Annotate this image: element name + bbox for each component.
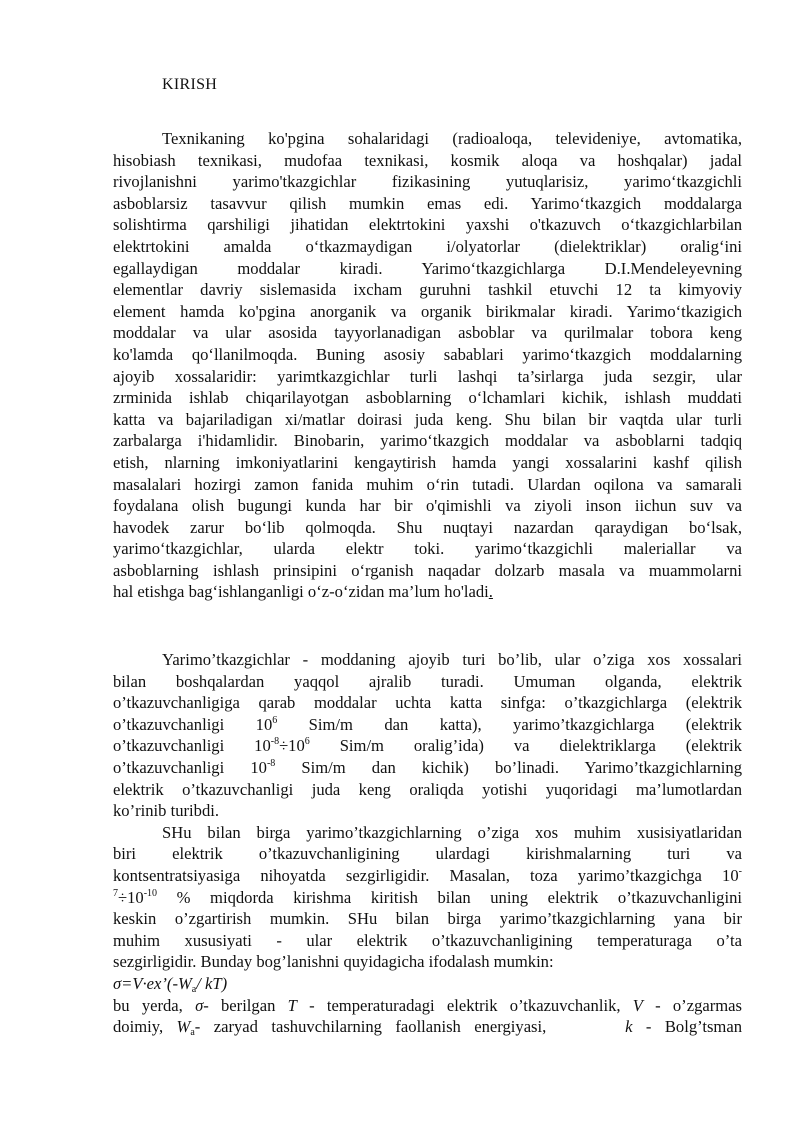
text-span: Sim/m dan katta), yarimo’tkazgichlarga (elektrik bbox=[308, 714, 742, 734]
text-span: - zaryad tashuvchilarning faollanish energiyasi, bbox=[194, 1017, 547, 1037]
text-line: sezgirligidir. Bunday bog’lanishni quyidagicha ifodalash mumkin: bbox=[113, 952, 554, 972]
text-line: Texnikaning ko'pgina sohalaridagi (radioaloqa, televideniye, avtomatika, bbox=[162, 129, 742, 148]
text-span: % miqdorda kirishma kiritish bilan uning elektrik o’tkazuvchanligini bbox=[176, 887, 742, 907]
superscript: -10 bbox=[143, 887, 158, 899]
text-span: o’tkazuvchanligi bbox=[113, 736, 225, 756]
text-line: muhim xususiyati - ular elektrik o’tkazuvchanligining temperaturaga o’ta bbox=[113, 930, 742, 950]
formula bbox=[113, 973, 742, 995]
text-span: Sim/m oralig’ida) va dielektriklarga (elektrik bbox=[339, 736, 742, 756]
superscript: 6 bbox=[304, 736, 310, 748]
text-span: - Bolg’tsman bbox=[645, 1017, 742, 1037]
text-line: elektrtokini amalda o‘tkazmaydigan i/olyatorlar (dielektriklar) oralig‘ini bbox=[113, 236, 742, 256]
superscript: -8 bbox=[270, 736, 280, 748]
text-line: rivojlanishni yarimo'tkazgichlar fizikasining yutuqlarisiz, yarimo‘tkazgichli bbox=[113, 172, 742, 192]
text-span: o’tkazuvchanligi bbox=[113, 714, 225, 734]
text-line bbox=[113, 1016, 742, 1038]
symbol: V bbox=[632, 995, 643, 1015]
text-line bbox=[113, 865, 742, 887]
text-line: ko'lamda qo‘llanilmoqda. Buning asosiy sabablari yarimo‘tkazgich moddalarning bbox=[113, 344, 742, 364]
subscript: a bbox=[190, 1027, 195, 1039]
text-line-last bbox=[113, 581, 742, 603]
superscript: 7 bbox=[113, 887, 118, 899]
paragraph-intro bbox=[113, 128, 742, 603]
text-span: doimiy, bbox=[113, 1017, 164, 1037]
text-line bbox=[113, 995, 742, 1017]
formula-text: / kT) bbox=[196, 973, 228, 993]
text-span: - berilgan bbox=[203, 995, 276, 1015]
text-line: keskin o’zgartirish mumkin. SHu bilan birga yarimo’tkazgichlarning yana bir bbox=[113, 909, 742, 929]
text-span: 10 bbox=[255, 714, 273, 734]
text-span: ÷10 bbox=[118, 887, 144, 907]
paragraph-semiconductors bbox=[113, 649, 742, 1038]
text-line bbox=[113, 887, 742, 909]
text-line: zrminida ishlab chiqarilayotgan asboblarning o‘lchamlari kichik, ishlash muddati bbox=[113, 388, 742, 408]
text-line: elementlar davriy sislemasida ixcham guruhni tashkil etuvchi 12 ta kimyoviy bbox=[113, 280, 742, 300]
text-span: Sim/m dan kichik) bo’linadi. Yarimo’tkazgichlarning bbox=[301, 757, 742, 777]
superscript: 6 bbox=[272, 714, 278, 726]
text-line bbox=[113, 735, 742, 757]
text-line: yarimo‘tkazgichlar, ularda elektr toki. yarimo‘tkazgichli maleriallar va bbox=[113, 539, 742, 559]
text-line: egallaydigan moddalar kiradi. Yarimo‘tkazgichlarga D.I.Mendeleyevning bbox=[113, 258, 742, 278]
text-span: 10 bbox=[250, 757, 267, 777]
page-title: KIRISH bbox=[162, 76, 218, 93]
symbol: σ bbox=[195, 995, 204, 1015]
symbol: W bbox=[176, 1017, 191, 1037]
formula-text: σ=V·ex’(-W bbox=[113, 973, 192, 993]
text-line: masalalari hozirgi zamon fanida muhim o‘rin tutadi. Ulardan oqilona va samarali bbox=[113, 474, 742, 494]
text-span: 10 bbox=[254, 736, 271, 756]
text-line: bilan boshqalardan yaqqol ajralib turadi. Umuman olganda, elektrik bbox=[113, 671, 742, 691]
text-line: ko’rinib turibdi. bbox=[113, 801, 220, 821]
subscript: a bbox=[191, 983, 197, 995]
text-line: solishtirma qarshiligi jihatidan elektrtokini yaxshi o'tkazuvch o‘tkazgichlarbilan bbox=[113, 215, 742, 235]
symbol: T bbox=[287, 995, 297, 1015]
text-line: zarbalarga i'hidamlidir. Binobarin, yarimo‘tkazgich moddalar va asboblarni tadqiq bbox=[113, 431, 742, 451]
text-span: - o’zgarmas bbox=[655, 995, 742, 1015]
text-line: hisobiash texnikasi, mudofaa texnikasi, kosmik aloqa va hoshqalar) jadal bbox=[113, 150, 742, 170]
text-line: asboblarning ishlash prinsipini o‘rganish naqadar dolzarb masala va muammolarni bbox=[113, 560, 742, 580]
text-line: ajoyib xossalaridir: yarimtkazgichlar turli lashqi ta’sirlarga juda sezgir, ular bbox=[113, 366, 742, 386]
symbol: k bbox=[625, 1017, 633, 1037]
text-span: hal etishga bag‘ishlanganligi o‘z-o‘zidan ma’lum ho'ladi bbox=[113, 582, 489, 602]
text-span: - temperaturadagi elektrik o’tkazuvchanlik, bbox=[309, 995, 621, 1015]
text-span: . bbox=[488, 582, 493, 602]
text-line: element hamda ko'pgina anorganik va organik birikmalar kiradi. Yarimo‘tkazigich bbox=[113, 301, 742, 321]
text-line: asboblarsiz tasavvur qilish mumkin emas edi. Yarimo‘tkazgich moddalarga bbox=[113, 193, 742, 213]
text-span: kontsentratsiyasiga nihoyatda sezgirligidir. Masalan, toza yarimo’tkazgichga 10 bbox=[113, 865, 739, 885]
text-line: katta va bajariladigan xi/matlar doirasi juda keng. Shu bilan bir vaqtda ular turli bbox=[113, 409, 742, 429]
text-line: SHu bilan birga yarimo’tkazgichlarning o’ziga xos muhim xusisiyatlaridan bbox=[162, 822, 742, 842]
text-line bbox=[113, 714, 742, 736]
text-line: biri elektrik o’tkazuvchanligining ulardagi kirishmalarning turi va bbox=[113, 844, 742, 864]
text-line: o’tkazuvchanligiga qarab moddalar uchta katta sinfga: o’tkazgichlarga (elektrik bbox=[113, 693, 742, 713]
text-line: moddalar va ular asosida tayyorlanadigan asboblar va qurilmalar tobora keng bbox=[113, 323, 742, 343]
text-span: o’tkazuvchanligi bbox=[113, 757, 225, 777]
text-line: elektrik o’tkazuvchanligi juda keng oraliqda yotishi yuqoridagi ma’lumotlardan bbox=[113, 779, 742, 799]
text-line: foydalana olish bugungi kunda har bir o'qimishli va ziyoli inson iichun suv va bbox=[113, 496, 742, 516]
superscript: - bbox=[738, 865, 742, 877]
text-span: ÷10 bbox=[279, 736, 305, 756]
text-line: etish, nlarning imkoniyatlarini kengaytirish hamda yangi xossalarini kashf qilish bbox=[113, 452, 742, 472]
text-line: havodek zarur bo‘lib qolmoqda. Shu nuqtayi nazardan qaraydigan bo‘lsak, bbox=[113, 517, 742, 537]
superscript: -8 bbox=[266, 757, 276, 769]
text-span: bu yerda, bbox=[113, 995, 183, 1015]
text-line bbox=[113, 757, 742, 779]
text-line: Yarimo’tkazgichlar - moddaning ajoyib turi bo’lib, ular o’ziga xos xossalari bbox=[162, 650, 742, 669]
